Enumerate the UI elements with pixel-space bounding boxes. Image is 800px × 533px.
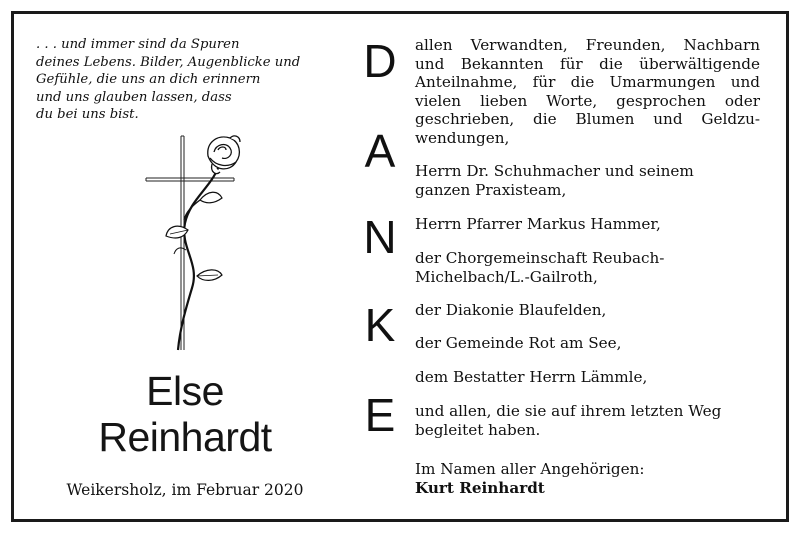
thanks-line: dem Bestatter Herrn Lämmle, bbox=[415, 368, 648, 386]
signature-name: Kurt Reinhardt bbox=[415, 478, 545, 497]
quote-line: Gefühle, die uns an dich erinnern bbox=[36, 72, 261, 87]
danke-letter-a: A bbox=[364, 125, 396, 177]
quote-line: . . . und immer sind da Spuren bbox=[36, 37, 240, 52]
danke-letter-d: D bbox=[363, 35, 397, 87]
thanks-line: Anteilnahme, für die Umarmungen und bbox=[415, 73, 760, 91]
thanks-line: wendungen, bbox=[415, 128, 510, 147]
thanks-line: vielen lieben Worte, gesprochen oder bbox=[415, 91, 760, 110]
deceased-last-name: Reinhardt bbox=[98, 414, 272, 460]
thanks-diakonie bbox=[415, 301, 760, 320]
thanks-everyone bbox=[415, 402, 760, 439]
thanks-line: der Gemeinde Rot am See, bbox=[415, 334, 622, 352]
thanks-line: allen Verwandten, Freunden, Nachbarn bbox=[415, 36, 760, 54]
signature-block bbox=[415, 460, 760, 497]
memorial-quote bbox=[36, 36, 346, 124]
thanks-municipality bbox=[415, 334, 760, 353]
thanks-line: Michelbach/L.-Gailroth, bbox=[415, 267, 598, 286]
deceased-first-name: Else bbox=[146, 368, 224, 414]
thanks-line: und Bekannten für die überwältigende bbox=[415, 54, 760, 73]
thanks-line: der Diakonie Blaufelden, bbox=[415, 301, 607, 319]
thanks-line: der Chorgemeinschaft Reubach- bbox=[415, 249, 665, 267]
thanks-undertaker bbox=[415, 368, 760, 387]
thanks-relatives bbox=[415, 36, 760, 147]
quote-line: und uns glauben lassen, dass bbox=[36, 89, 232, 105]
signature-intro: Im Namen aller Angehörigen: bbox=[415, 460, 645, 478]
quote-line: du bei uns bist. bbox=[36, 107, 139, 122]
thanks-pastor bbox=[415, 215, 760, 234]
thanks-line: geschrieben, die Blumen und Geldzu- bbox=[415, 110, 760, 128]
danke-letter-n: N bbox=[363, 211, 397, 263]
place-and-date: Weikersholz, im Februar 2020 bbox=[66, 481, 304, 499]
thanks-line: Herrn Dr. Schuhmacher und seinem bbox=[415, 162, 694, 180]
quote-line: deines Lebens. Bilder, Augenblicke und bbox=[36, 54, 301, 70]
thanks-choir bbox=[415, 249, 760, 286]
cross-rose-icon bbox=[140, 128, 250, 353]
danke-letter-e: E bbox=[364, 389, 396, 441]
danke-letter-k: K bbox=[364, 299, 396, 351]
thanks-line: und allen, die sie auf ihrem letzten Weg bbox=[415, 402, 722, 420]
thanks-line: Herrn Pfarrer Markus Hammer, bbox=[415, 215, 661, 233]
thanks-line: ganzen Praxisteam, bbox=[415, 180, 567, 199]
thanks-line: begleitet haben. bbox=[415, 420, 541, 439]
thanks-doctor bbox=[415, 162, 760, 199]
